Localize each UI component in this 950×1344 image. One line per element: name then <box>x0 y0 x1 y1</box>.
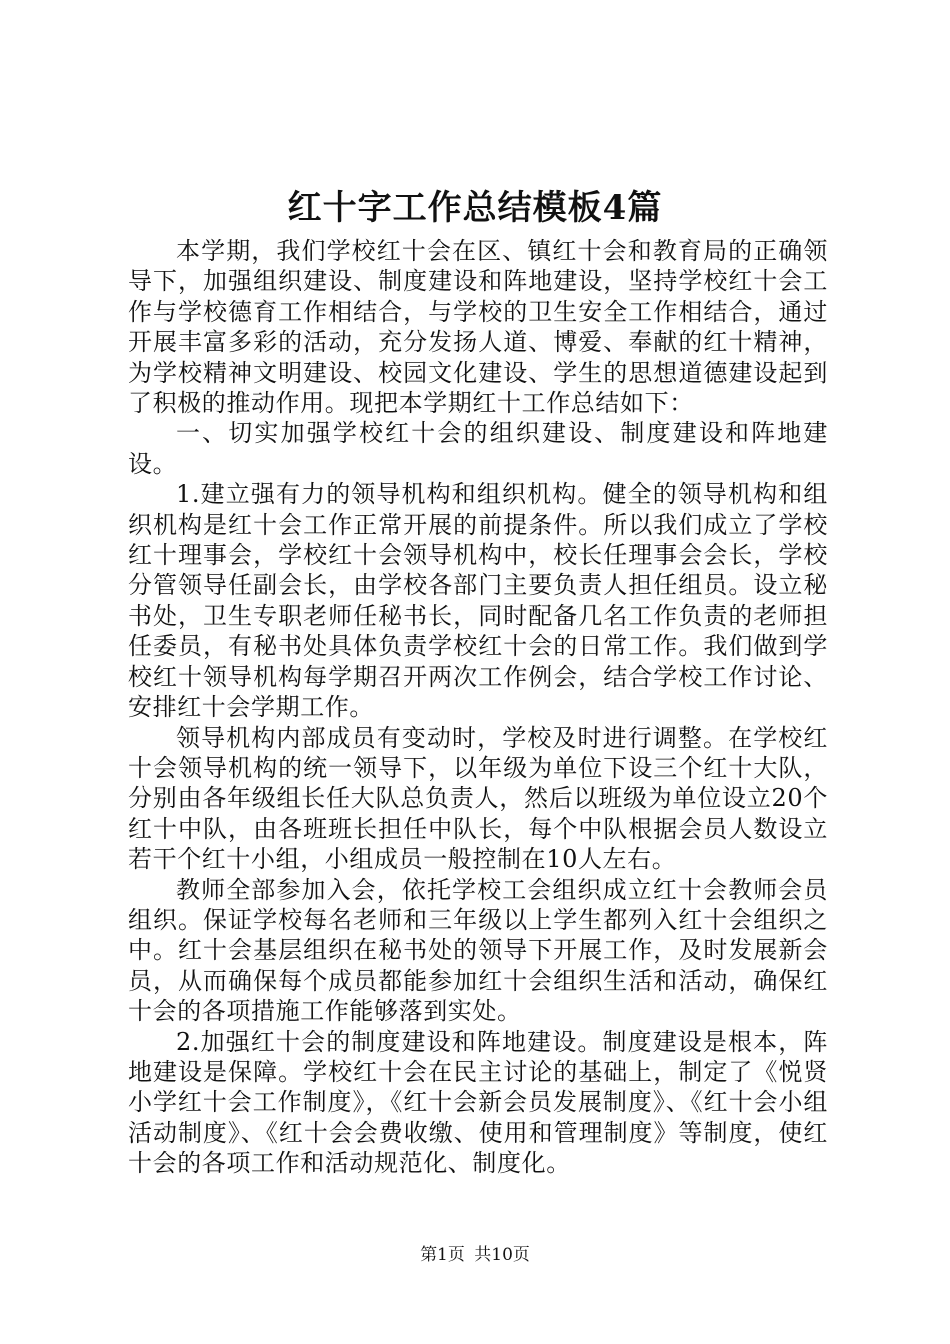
paragraph-leadership-structure: 1.建立强有力的领导机构和组织机构。健全的领导机构和组织机构是红十会工作正常开展的前提条件。所以我们成立了学校红十理事会，学校红十会领导机构中，校长任理事会会长，学校分管领导任副会长，由学校各部门主要负责人担任组员。设立秘书处，卫生专职老师任秘书长，同时配备几名工作负责的老师担任委员，有秘书处具体负责学校红十会的日常工作。我们做到学校红十领导机构每学期召开两次工作例会，结合学校工作讨论、安排红十会学期工作。 <box>128 480 828 722</box>
paragraph-section-heading-1: 一、切实加强学校红十会的组织建设、制度建设和阵地建设。 <box>128 419 828 478</box>
document-body <box>128 236 828 1179</box>
paragraph-teacher-membership: 教师全部参加入会，依托学校工会组织成立红十会教师会员组织。保证学校每名老师和三年级以上学生都列入红十会组织之中。红十会基层组织在秘书处的领导下开展工作，及时发展新会员，从而确保每个成员都能参加红十会组织生活和活动，确保红十会的各项措施工作能够落到实处。 <box>128 875 828 1026</box>
total-pages: 共10页 <box>474 1245 530 1265</box>
page-footer <box>0 1243 950 1267</box>
document-title: 红十字工作总结模板4篇 <box>287 188 663 228</box>
paragraph-member-adjustment: 领导机构内部成员有变动时，学校及时进行调整。在学校红十会领导机构的统一领导下，以年级为单位下设三个红十大队，分别由各年级组长任大队总负责人，然后以班级为单位设立20个红十中队，由各班班长担任中队长，每个中队根据会员人数设立若干个红十小组，小组成员一般控制在10人左右。 <box>128 723 828 874</box>
paragraph-intro: 本学期，我们学校红十会在区、镇红十会和教育局的正确领导下，加强组织建设、制度建设和阵地建设，坚持学校红十会工作与学校德育工作相结合，与学校的卫生安全工作相结合，通过开展丰富多彩的活动，充分发扬人道、博爱、奉献的红十精神，为学校精神文明建设、校园文化建设、学生的思想道德建设起到了积极的推动作用。现把本学期红十工作总结如下： <box>128 237 828 418</box>
paragraph-system-building: 2.加强红十会的制度建设和阵地建设。制度建设是根本，阵地建设是保障。学校红十会在民主讨论的基础上，制定了《悦贤小学红十会工作制度》，《红十会新会员发展制度》、《红十会小组活动制度》、《红十会会费收缴、使用和管理制度》等制度，使红十会的各项工作和活动规范化、制度化。 <box>128 1027 828 1178</box>
page-number: 第1页 <box>420 1245 465 1265</box>
